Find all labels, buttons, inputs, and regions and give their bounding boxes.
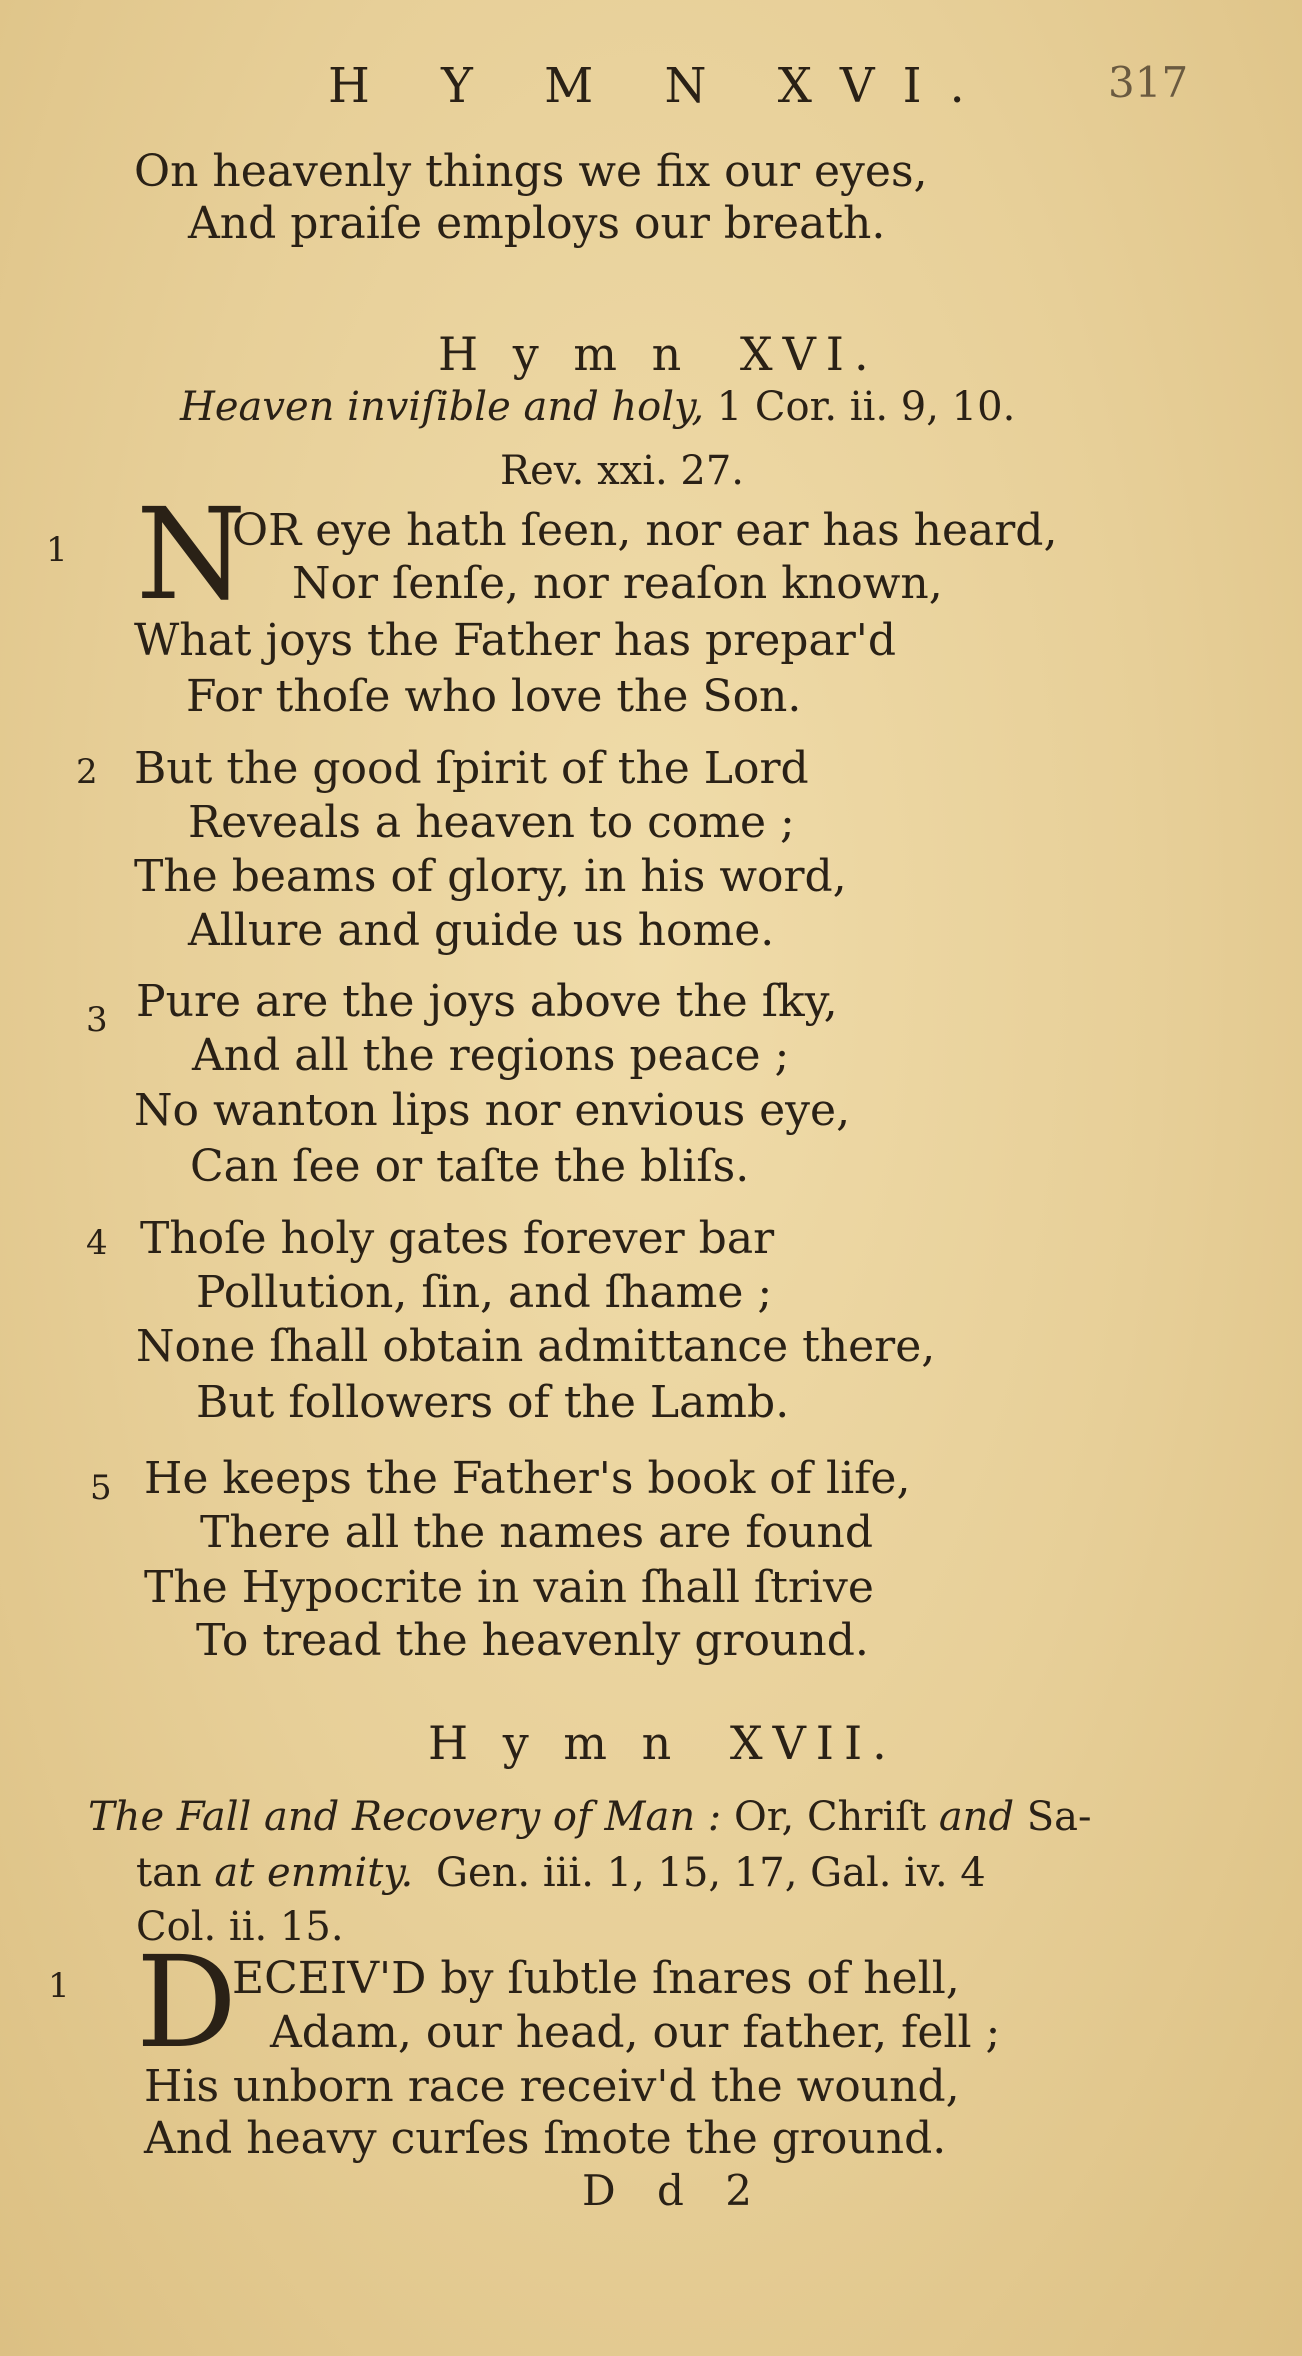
hymn-16-title: [438, 327, 879, 381]
carry-over-line-2: And praiſe employs our breath.: [188, 198, 886, 249]
verse-number: 1: [48, 1966, 70, 2006]
verse-number: 2: [76, 752, 98, 792]
verse-line: But followers of the Lamb.: [196, 1377, 790, 1428]
verse-line: To tread the heavenly ground.: [196, 1615, 869, 1666]
verse-line: What joys the Father has prepar'd: [134, 615, 896, 666]
verse-number: 1: [46, 530, 68, 570]
hymn-16-subtitle: [180, 384, 1015, 430]
hymn-17-title: [428, 1716, 897, 1770]
hymn-17-subtitle-or: Or, Chriſt: [734, 1794, 927, 1840]
verse-number: 3: [86, 1000, 108, 1040]
hymn-16-subtitle-reference-2: Rev. xxi. 27.: [500, 448, 745, 494]
verse-line: Thoſe holy gates forever bar: [140, 1213, 775, 1264]
drop-cap: D: [136, 1929, 238, 2076]
verse-line: Can ſee or taſte the bliſs.: [190, 1141, 750, 1192]
verse-line: For thoſe who love the Son.: [186, 671, 802, 722]
verse-line: His unborn race receiv'd the wound,: [144, 2061, 960, 2112]
verse-line: And heavy curſes ſmote the ground.: [144, 2113, 947, 2164]
hymn-17-subtitle-and: and: [938, 1794, 1015, 1840]
hymn-17-subtitle-italic: The Fall and Recovery of Man :: [88, 1794, 722, 1840]
hymn-16-subtitle-reference: 1 Cor. ii. 9, 10.: [716, 384, 1016, 430]
verse-line: ECEIV'D by ſubtle ſnares of hell,: [232, 1953, 960, 2004]
verse-line: Pure are the joys above the ſky,: [136, 976, 838, 1027]
verse-line: Adam, our head, our father, fell ;: [270, 2007, 1001, 2058]
verse-line: But the good ſpirit of the Lord: [134, 743, 809, 794]
verse-line: OR eye hath ſeen, nor ear has heard,: [232, 505, 1058, 556]
verse-line: The beams of glory, in his word,: [134, 851, 847, 902]
verse-number: 4: [86, 1223, 108, 1263]
verse-line: Pollution, ſin, and ſhame ;: [196, 1267, 773, 1318]
hymn-16-subtitle-italic: Heaven inviſible and holy,: [180, 384, 705, 430]
hymn-16-title-number: XVI.: [739, 327, 879, 381]
verse-line: Allure and guide us home.: [188, 905, 775, 956]
verse-line: None ſhall obtain admittance there,: [136, 1321, 936, 1372]
drop-cap: N: [136, 481, 247, 628]
hymn-17-subtitle-reference: Gen. iii. 1, 15, 17, Gal. iv. 4: [436, 1850, 986, 1896]
verse-number: 5: [90, 1468, 112, 1508]
page-header: [0, 58, 1302, 128]
verse-line: And all the regions peace ;: [192, 1030, 790, 1081]
hymn-17-subtitle-line-3: Col. ii. 15.: [136, 1904, 344, 1950]
running-title: H Y M N XVI.: [328, 58, 993, 114]
verse-line: The Hypocrite in vain ſhall ſtrive: [144, 1562, 874, 1613]
hymn-17-subtitle-line-1: [88, 1794, 1092, 1840]
verse-line: Nor ſenſe, nor reaſon known,: [292, 558, 943, 609]
carry-over-line-1: On heavenly things we fix our eyes,: [134, 146, 928, 197]
hymn-17-subtitle-italic-2: at enmity.: [214, 1850, 414, 1896]
verse-line: There all the names are found: [200, 1507, 873, 1558]
verse-line: No wanton lips nor envious eye,: [134, 1085, 851, 1136]
verse-line: He keeps the Father's book of life,: [144, 1453, 911, 1504]
hymn-17-title-number: XVII.: [729, 1716, 897, 1770]
hymn-17-subtitle-line-2: [136, 1850, 986, 1896]
hymn-17-subtitle-sa: Sa-: [1026, 1794, 1092, 1840]
hymn-17-subtitle-tan: tan: [136, 1850, 202, 1896]
page-number: 317: [1108, 58, 1189, 107]
verse-line: Reveals a heaven to come ;: [188, 797, 795, 848]
hymn-16-title-word: H y m n: [438, 327, 692, 381]
signature-mark: D d 2: [582, 2166, 766, 2215]
hymn-17-title-word: H y m n: [428, 1716, 682, 1770]
